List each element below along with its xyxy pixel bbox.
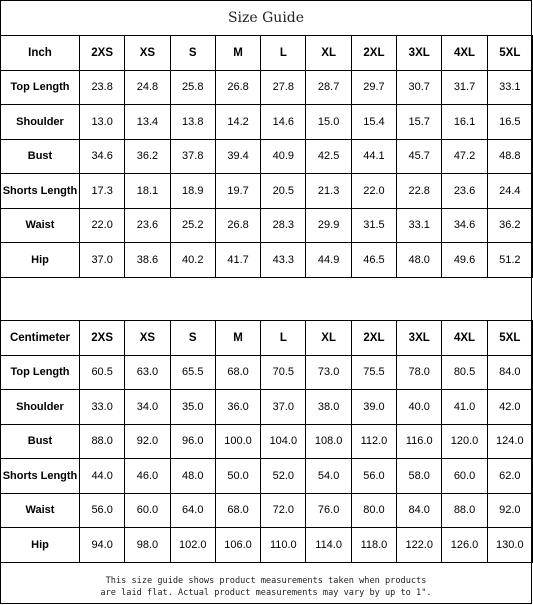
measurement-cell: 92.0 <box>487 493 532 528</box>
size-header: 3XL <box>397 36 442 71</box>
measurement-cell: 76.0 <box>306 493 351 528</box>
measurement-cell: 18.9 <box>170 174 215 209</box>
table-row <box>1 105 533 140</box>
measurement-cell: 20.5 <box>261 174 306 209</box>
measurement-cell: 23.8 <box>80 70 125 105</box>
measurement-cell: 19.7 <box>215 174 260 209</box>
section-spacer <box>0 283 532 321</box>
measurement-cell: 14.2 <box>215 105 260 140</box>
measurement-cell: 40.0 <box>397 390 442 425</box>
measurement-cell: 126.0 <box>442 528 487 563</box>
measurement-cell: 33.1 <box>397 208 442 243</box>
measurement-cell: 38.0 <box>306 390 351 425</box>
size-header: XL <box>306 321 351 356</box>
measurement-cell: 44.1 <box>351 139 396 174</box>
measurement-cell: 68.0 <box>215 355 260 390</box>
measurement-cell: 52.0 <box>261 459 306 494</box>
measurement-cell: 13.4 <box>125 105 170 140</box>
measurement-cell: 39.0 <box>351 390 396 425</box>
measurement-cell: 16.1 <box>442 105 487 140</box>
note-line-2: are laid flat. Actual product measurements may vary by up to 1". <box>100 587 432 598</box>
size-header: M <box>215 321 260 356</box>
row-label: Hip <box>1 243 80 278</box>
row-label: Top Length <box>1 355 80 390</box>
measurement-cell: 36.0 <box>215 390 260 425</box>
measurement-cell: 43.3 <box>261 243 306 278</box>
measurement-cell: 42.0 <box>487 390 532 425</box>
size-header: 2XL <box>351 36 396 71</box>
note-line-1: This size guide shows product measurements taken when products <box>105 575 427 586</box>
size-header: S <box>170 36 215 71</box>
measurement-cell: 21.3 <box>306 174 351 209</box>
row-label: Shoulder <box>1 390 80 425</box>
size-header: XS <box>125 321 170 356</box>
table-row <box>1 459 533 494</box>
measurement-cell: 28.3 <box>261 208 306 243</box>
measurement-cell: 31.5 <box>351 208 396 243</box>
measurement-note <box>0 569 532 604</box>
header-row <box>1 36 533 71</box>
measurement-cell: 58.0 <box>397 459 442 494</box>
size-header: M <box>215 36 260 71</box>
size-header: 4XL <box>442 321 487 356</box>
measurement-cell: 110.0 <box>261 528 306 563</box>
measurement-cell: 34.6 <box>80 139 125 174</box>
measurement-cell: 46.0 <box>125 459 170 494</box>
measurement-cell: 84.0 <box>397 493 442 528</box>
measurement-cell: 23.6 <box>125 208 170 243</box>
measurement-cell: 25.8 <box>170 70 215 105</box>
measurement-cell: 44.9 <box>306 243 351 278</box>
size-header: L <box>261 321 306 356</box>
measurement-cell: 106.0 <box>215 528 260 563</box>
measurement-cell: 112.0 <box>351 424 396 459</box>
header-row <box>1 321 533 356</box>
measurement-cell: 130.0 <box>487 528 532 563</box>
measurement-cell: 22.0 <box>351 174 396 209</box>
table-row <box>1 355 533 390</box>
measurement-cell: 56.0 <box>351 459 396 494</box>
measurement-cell: 63.0 <box>125 355 170 390</box>
measurement-cell: 114.0 <box>306 528 351 563</box>
measurement-cell: 104.0 <box>261 424 306 459</box>
measurement-cell: 37.0 <box>261 390 306 425</box>
measurement-cell: 60.0 <box>442 459 487 494</box>
measurement-cell: 26.8 <box>215 70 260 105</box>
measurement-cell: 41.0 <box>442 390 487 425</box>
row-label: Hip <box>1 528 80 563</box>
measurement-cell: 14.6 <box>261 105 306 140</box>
measurement-cell: 60.5 <box>80 355 125 390</box>
table-row <box>1 208 533 243</box>
measurement-cell: 13.0 <box>80 105 125 140</box>
measurement-cell: 84.0 <box>487 355 532 390</box>
measurement-cell: 30.7 <box>397 70 442 105</box>
measurement-cell: 46.5 <box>351 243 396 278</box>
measurement-cell: 102.0 <box>170 528 215 563</box>
table-row <box>1 243 533 278</box>
measurement-cell: 47.2 <box>442 139 487 174</box>
row-label: Bust <box>1 424 80 459</box>
measurement-cell: 54.0 <box>306 459 351 494</box>
measurement-cell: 116.0 <box>397 424 442 459</box>
measurement-cell: 33.0 <box>80 390 125 425</box>
row-label: Bust <box>1 139 80 174</box>
measurement-cell: 60.0 <box>125 493 170 528</box>
measurement-cell: 48.8 <box>487 139 532 174</box>
measurement-cell: 72.0 <box>261 493 306 528</box>
measurement-cell: 28.7 <box>306 70 351 105</box>
measurement-cell: 80.5 <box>442 355 487 390</box>
measurement-cell: 100.0 <box>215 424 260 459</box>
measurement-cell: 24.8 <box>125 70 170 105</box>
row-label: Shorts Length <box>1 459 80 494</box>
measurement-cell: 50.0 <box>215 459 260 494</box>
measurement-cell: 29.9 <box>306 208 351 243</box>
measurement-cell: 98.0 <box>125 528 170 563</box>
measurement-cell: 70.5 <box>261 355 306 390</box>
page-title: Size Guide <box>0 0 532 36</box>
measurement-cell: 39.4 <box>215 139 260 174</box>
measurement-cell: 34.6 <box>442 208 487 243</box>
measurement-cell: 108.0 <box>306 424 351 459</box>
measurement-cell: 15.4 <box>351 105 396 140</box>
measurement-cell: 22.0 <box>80 208 125 243</box>
size-header: 2XS <box>80 321 125 356</box>
measurement-cell: 80.0 <box>351 493 396 528</box>
measurement-cell: 120.0 <box>442 424 487 459</box>
size-header: 2XS <box>80 36 125 71</box>
measurement-cell: 22.8 <box>397 174 442 209</box>
measurement-cell: 38.6 <box>125 243 170 278</box>
measurement-cell: 73.0 <box>306 355 351 390</box>
size-header: XL <box>306 36 351 71</box>
size-header: 4XL <box>442 36 487 71</box>
measurement-cell: 48.0 <box>170 459 215 494</box>
measurement-cell: 18.1 <box>125 174 170 209</box>
measurement-cell: 37.8 <box>170 139 215 174</box>
table-row <box>1 139 533 174</box>
inch-size-table <box>0 35 533 278</box>
measurement-cell: 40.2 <box>170 243 215 278</box>
measurement-cell: 36.2 <box>125 139 170 174</box>
table-row <box>1 70 533 105</box>
measurement-cell: 48.0 <box>397 243 442 278</box>
measurement-cell: 56.0 <box>80 493 125 528</box>
measurement-cell: 92.0 <box>125 424 170 459</box>
size-header: 5XL <box>487 36 532 71</box>
size-header: S <box>170 321 215 356</box>
centimeter-size-table <box>0 320 533 563</box>
measurement-cell: 17.3 <box>80 174 125 209</box>
measurement-cell: 34.0 <box>125 390 170 425</box>
measurement-cell: 15.7 <box>397 105 442 140</box>
table-row <box>1 390 533 425</box>
table-row <box>1 528 533 563</box>
measurement-cell: 49.6 <box>442 243 487 278</box>
measurement-cell: 68.0 <box>215 493 260 528</box>
measurement-cell: 44.0 <box>80 459 125 494</box>
measurement-cell: 41.7 <box>215 243 260 278</box>
row-label: Waist <box>1 493 80 528</box>
measurement-cell: 65.5 <box>170 355 215 390</box>
measurement-cell: 118.0 <box>351 528 396 563</box>
measurement-cell: 27.8 <box>261 70 306 105</box>
measurement-cell: 23.6 <box>442 174 487 209</box>
measurement-cell: 16.5 <box>487 105 532 140</box>
size-header: XS <box>125 36 170 71</box>
row-label: Top Length <box>1 70 80 105</box>
measurement-cell: 29.7 <box>351 70 396 105</box>
table-row <box>1 174 533 209</box>
measurement-cell: 96.0 <box>170 424 215 459</box>
table-row <box>1 424 533 459</box>
measurement-cell: 25.2 <box>170 208 215 243</box>
row-label: Shorts Length <box>1 174 80 209</box>
size-header: L <box>261 36 306 71</box>
size-header: 5XL <box>487 321 532 356</box>
size-header: 2XL <box>351 321 396 356</box>
measurement-cell: 51.2 <box>487 243 532 278</box>
row-label: Waist <box>1 208 80 243</box>
measurement-cell: 62.0 <box>487 459 532 494</box>
measurement-cell: 88.0 <box>80 424 125 459</box>
measurement-cell: 45.7 <box>397 139 442 174</box>
measurement-cell: 64.0 <box>170 493 215 528</box>
measurement-cell: 88.0 <box>442 493 487 528</box>
table-row <box>1 493 533 528</box>
measurement-cell: 35.0 <box>170 390 215 425</box>
unit-label: Centimeter <box>1 321 80 356</box>
size-header: 3XL <box>397 321 442 356</box>
unit-label: Inch <box>1 36 80 71</box>
measurement-cell: 31.7 <box>442 70 487 105</box>
measurement-cell: 33.1 <box>487 70 532 105</box>
measurement-cell: 24.4 <box>487 174 532 209</box>
measurement-cell: 124.0 <box>487 424 532 459</box>
measurement-cell: 78.0 <box>397 355 442 390</box>
measurement-cell: 37.0 <box>80 243 125 278</box>
measurement-cell: 75.5 <box>351 355 396 390</box>
measurement-cell: 40.9 <box>261 139 306 174</box>
row-label: Shoulder <box>1 105 80 140</box>
measurement-cell: 94.0 <box>80 528 125 563</box>
measurement-cell: 42.5 <box>306 139 351 174</box>
measurement-cell: 36.2 <box>487 208 532 243</box>
measurement-cell: 13.8 <box>170 105 215 140</box>
measurement-cell: 15.0 <box>306 105 351 140</box>
measurement-cell: 122.0 <box>397 528 442 563</box>
measurement-cell: 26.8 <box>215 208 260 243</box>
